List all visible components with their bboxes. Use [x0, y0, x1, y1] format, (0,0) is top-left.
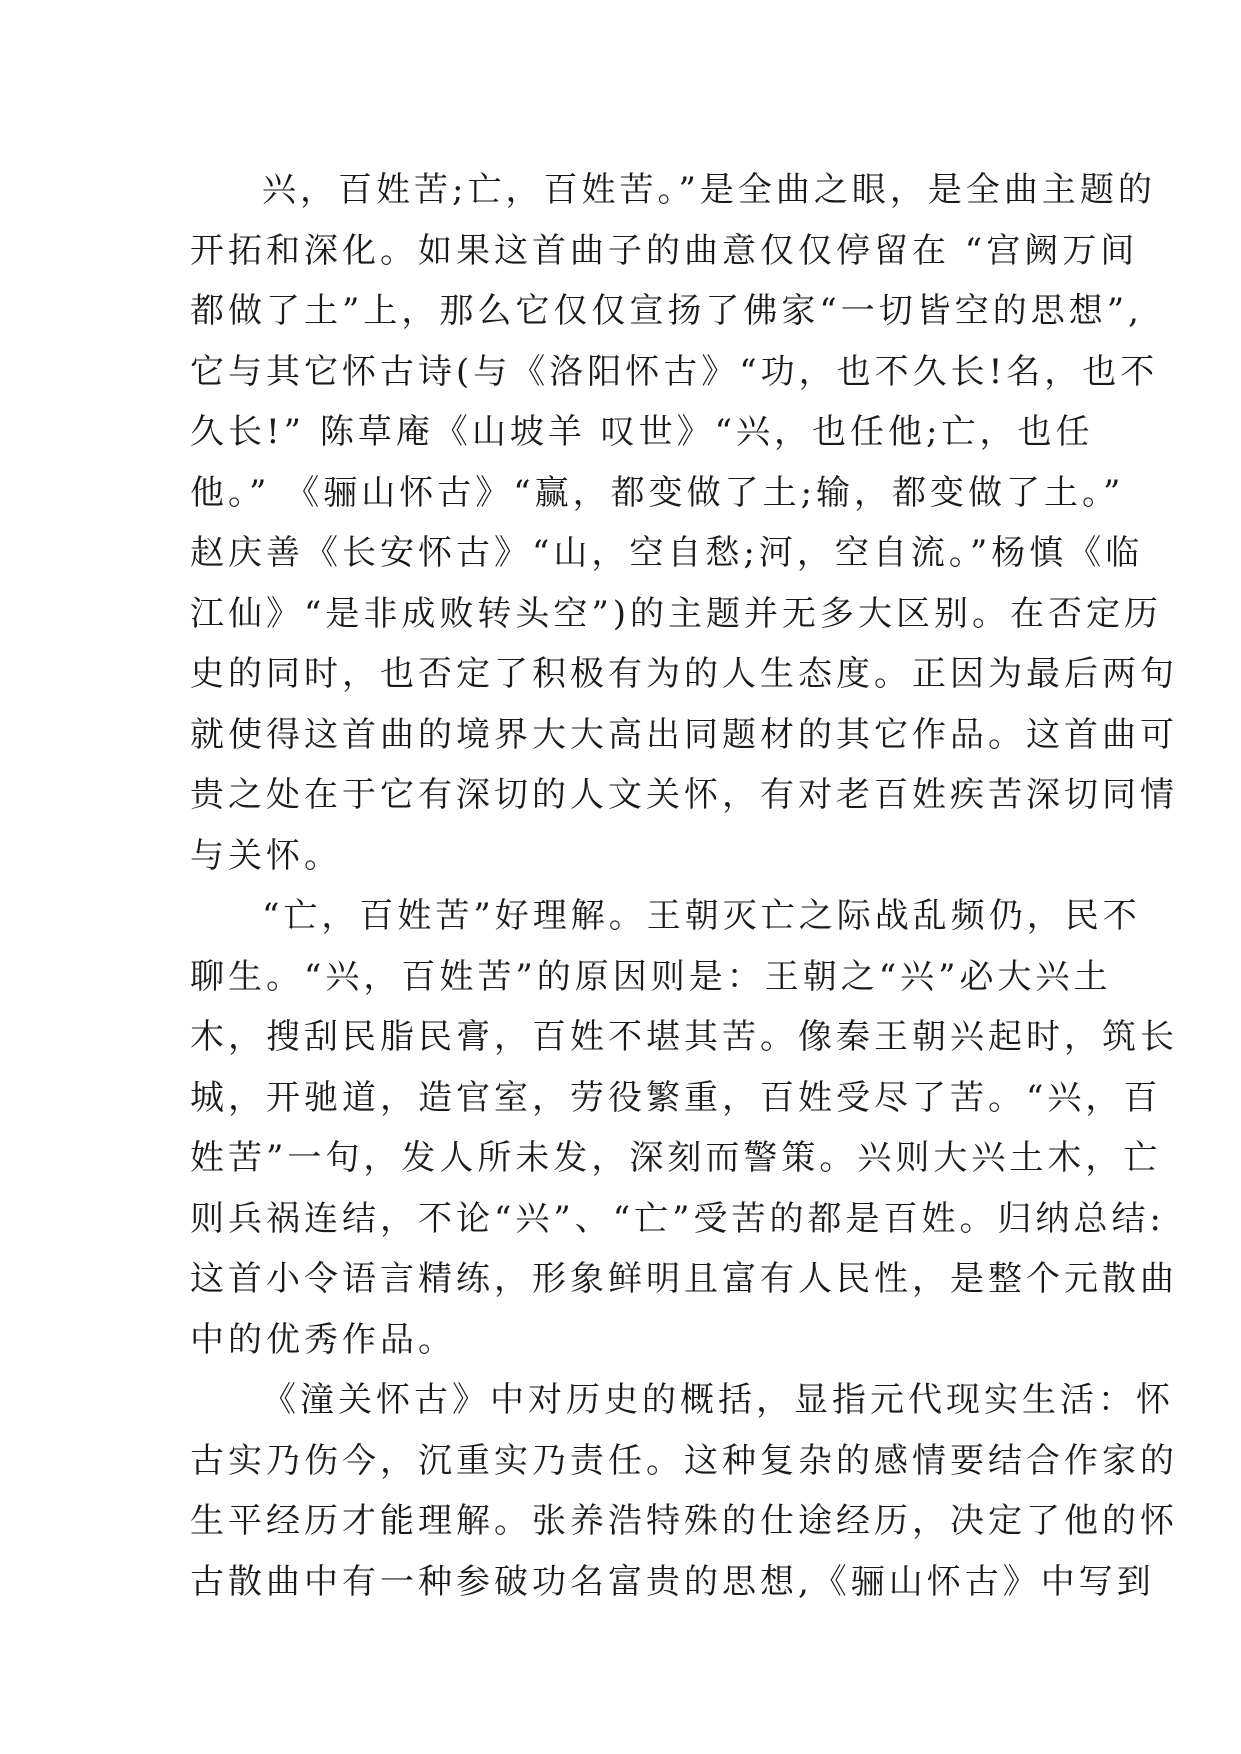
text-line: 城，开驰道，造官室，劳役繁重，百姓受尽了苦。“兴，百 — [190, 1077, 1162, 1118]
text-line: 古实乃伤今，沉重实乃责任。这种复杂的感情要结合作家的 — [190, 1440, 1178, 1481]
paragraph-3 — [190, 1370, 1178, 1612]
paragraph-1 — [190, 160, 1178, 886]
text-line: “亡，百姓苦”好理解。王朝灭亡之际战乱频仍，民不 — [262, 896, 1141, 936]
text-line: 这首小令语言精练，形象鲜明且富有人民性，是整个元散曲 — [190, 1259, 1178, 1299]
text-line: 它与其它怀古诗(与《洛阳怀古》“功，也不久长!名，也不 — [190, 351, 1159, 392]
text-line: 都做了土”上，那么它仅仅宣扬了佛家“一切皆空的思想”, — [190, 291, 1143, 331]
paragraph-2 — [190, 886, 1178, 1370]
text-line: 木，搜刮民脂民膏，百姓不堪其苦。像秦王朝兴起时，筑长 — [190, 1017, 1178, 1057]
text-line: 开拓和深化。如果这首曲子的曲意仅仅停留在 “宫阙万间 — [190, 230, 1139, 271]
text-line: 聊生。“兴，百姓苦”的原因则是：王朝之“兴”必大兴土 — [190, 956, 1112, 997]
text-line: 则兵祸连结，不论“兴”、“亡”受苦的都是百姓。归纳总结: — [190, 1198, 1165, 1239]
text-line: 贵之处在于它有深切的人文关怀，有对老百姓疾苦深切同情 — [190, 775, 1178, 815]
text-line: 就使得这首曲的境界大大高出同题材的其它作品。这首曲可 — [190, 714, 1178, 755]
text-line: 史的同时，也否定了积极有为的人生态度。正因为最后两句 — [190, 654, 1178, 694]
text-line: 赵庆善《长安怀古》“山，空自愁;河，空自流。”杨慎《临 — [190, 533, 1144, 573]
text-line: 久长!” 陈草庵《山坡羊 叹世》“兴，也任他;亡，也任 — [190, 412, 1094, 452]
text-line: 与关怀。 — [190, 835, 342, 876]
text-line: 他。” 《骊山怀古》“赢，都变做了土;输，都变做了土。” — [190, 472, 1125, 513]
text-line: 中的优秀作品。 — [190, 1319, 456, 1360]
text-line: 兴，百姓苦;亡，百姓苦。”是全曲之眼，是全曲主题的 — [262, 170, 1156, 210]
text-line: 姓苦”一句，发人所未发，深刻而警策。兴则大兴土木，亡 — [190, 1138, 1162, 1178]
text-line: 古散曲中有一种参破功名富贵的思想,《骊山怀古》中写到 — [190, 1561, 1155, 1602]
text-line: 生平经历才能理解。张养浩特殊的仕途经历，决定了他的怀 — [190, 1501, 1178, 1541]
text-line: 江仙》“是非成败转头空”)的主题并无多大区别。在否定历 — [190, 593, 1163, 634]
text-line: 《潼关怀古》中对历史的概括，显指元代现实生活：怀 — [262, 1380, 1174, 1420]
body-text — [190, 160, 1178, 1612]
